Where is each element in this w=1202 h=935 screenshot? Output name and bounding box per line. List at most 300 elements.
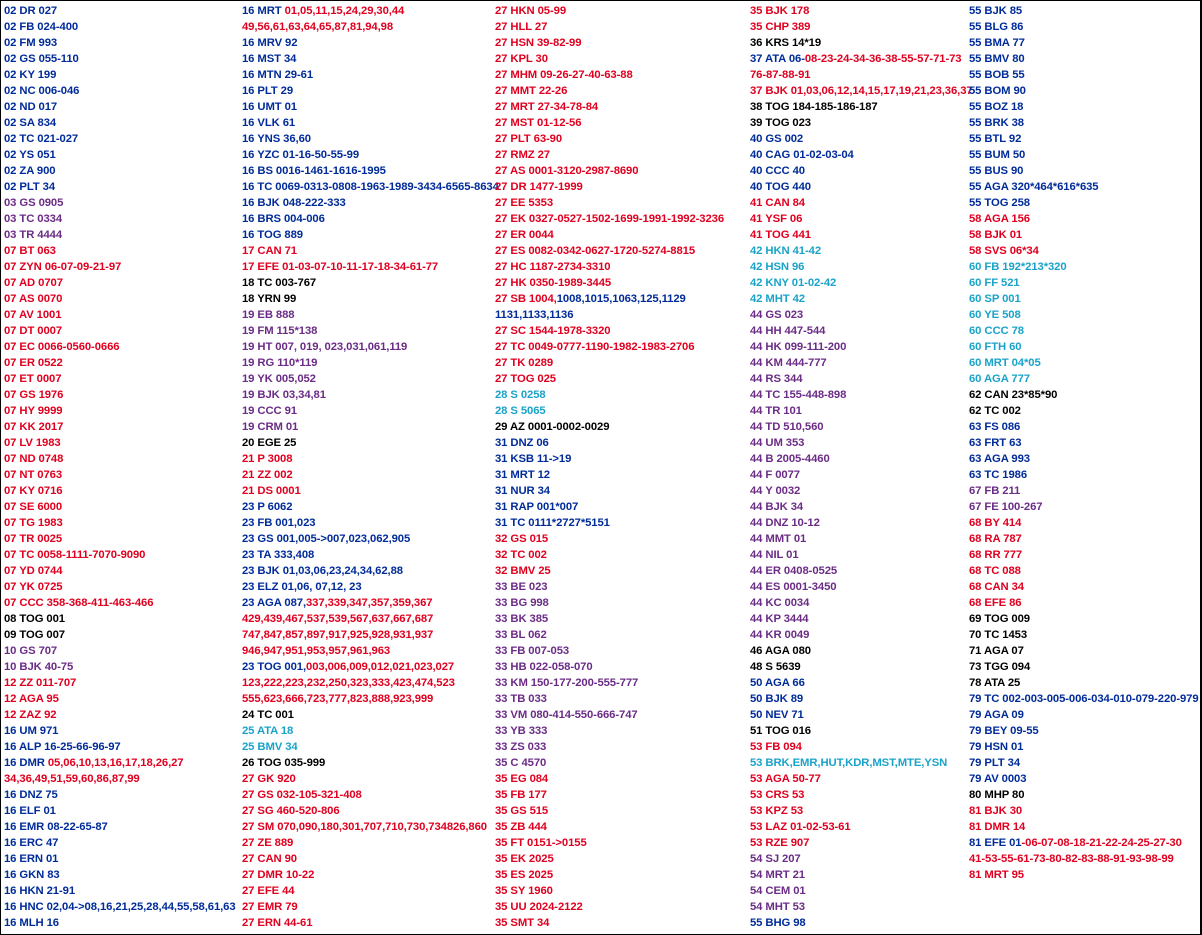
plate-entry bbox=[242, 67, 499, 83]
plate-entry bbox=[4, 515, 236, 531]
plate-entry-text: 44 KM 444-777 bbox=[750, 357, 827, 369]
plate-entry-text: 16 PLT 29 bbox=[242, 85, 294, 97]
plate-entry bbox=[969, 227, 1199, 243]
plate-entry bbox=[242, 531, 499, 547]
plate-entry bbox=[969, 259, 1199, 275]
plate-entry bbox=[495, 739, 724, 755]
plate-entry bbox=[750, 115, 973, 131]
plate-entry bbox=[750, 227, 973, 243]
plate-entry bbox=[969, 755, 1199, 771]
plate-entry bbox=[242, 835, 499, 851]
plate-entry bbox=[495, 131, 724, 147]
plate-entry bbox=[750, 99, 973, 115]
plate-entry-text: 35 CHP 389 bbox=[750, 21, 811, 33]
plate-entry bbox=[969, 659, 1199, 675]
plate-entry-text: 27 PLT 63-90 bbox=[495, 133, 563, 145]
plate-entry bbox=[750, 899, 973, 915]
plate-entry-text: 17 CAN 71 bbox=[242, 245, 297, 257]
plate-entry bbox=[242, 179, 499, 195]
plate-entry-text: 33 BK 385 bbox=[495, 613, 549, 625]
plate-entry-text: 34,36,49,51,59,60,86,87,99 bbox=[4, 773, 140, 785]
plate-entry-text: 54 MRT 21 bbox=[750, 869, 805, 881]
plate-entry-text: 27 MST 01-12-56 bbox=[495, 117, 582, 129]
plate-entry bbox=[750, 83, 973, 99]
plate-entry bbox=[4, 67, 236, 83]
plate-entry-text: 41-53-55-61-73-80-82-83-88-91-93-98-99 bbox=[969, 853, 1174, 865]
plate-entry-text: 37 BJK 01,03,06,12,14,15,17,19,21,23,36,37 bbox=[750, 85, 973, 97]
plate-entry bbox=[969, 243, 1199, 259]
plate-entry-text: 44 F 0077 bbox=[750, 469, 800, 481]
plate-entry-text: 29 AZ 0001-0002-0029 bbox=[495, 421, 610, 433]
plate-entry-text: 27 EMR 79 bbox=[242, 901, 298, 913]
plate-entry-text: 07 ND 0748 bbox=[4, 453, 64, 465]
plate-entry bbox=[969, 595, 1199, 611]
plate-entry bbox=[4, 131, 236, 147]
plate-entry bbox=[4, 563, 236, 579]
plate-entry bbox=[4, 579, 236, 595]
plate-entry bbox=[969, 419, 1199, 435]
plate-entry-text: 55 BOB 55 bbox=[969, 69, 1025, 81]
plate-entry bbox=[495, 563, 724, 579]
plate-entry bbox=[750, 851, 973, 867]
plate-entry-text: 27 GS 032-105-321-408 bbox=[242, 789, 362, 801]
plate-entry bbox=[969, 387, 1199, 403]
plate-entry-text: 33 KM 150-177-200-555-777 bbox=[495, 677, 639, 689]
plate-entry-text: 02 YS 051 bbox=[4, 149, 56, 161]
plate-entry-text: 33 BE 023 bbox=[495, 581, 548, 593]
plate-entry bbox=[4, 675, 236, 691]
plate-entry-text: 07 LV 1983 bbox=[4, 437, 61, 449]
plate-entry bbox=[495, 259, 724, 275]
plate-entry bbox=[969, 611, 1199, 627]
plate-entry-text: 35 ES 2025 bbox=[495, 869, 554, 881]
plate-entry-text: 27 ER 0044 bbox=[495, 229, 554, 241]
column-3 bbox=[495, 3, 724, 931]
plate-entry-text: 23 FB 001,023 bbox=[242, 517, 316, 529]
plate-entry-text: 25 BMV 34 bbox=[242, 741, 298, 753]
plate-entry-text: 21 P 3008 bbox=[242, 453, 293, 465]
plate-entry bbox=[242, 307, 499, 323]
plate-entry bbox=[495, 755, 724, 771]
plate-entry-text: 63 TC 1986 bbox=[969, 469, 1028, 481]
plate-entry-text: 79 AV 0003 bbox=[969, 773, 1027, 785]
plate-entry bbox=[969, 467, 1199, 483]
plate-entry-text: -06-07-08-18-21-22-24-25-27-30 bbox=[1021, 837, 1182, 849]
plate-entry-text: 07 BT 063 bbox=[4, 245, 56, 257]
plate-entry bbox=[495, 723, 724, 739]
plate-entry bbox=[750, 467, 973, 483]
plate-entry bbox=[495, 643, 724, 659]
plate-entry bbox=[969, 403, 1199, 419]
plate-entry bbox=[750, 243, 973, 259]
plate-entry bbox=[242, 371, 499, 387]
plate-entry-text: 26 TOG 035-999 bbox=[242, 757, 326, 769]
plate-entry-text: 07 AD 0707 bbox=[4, 277, 63, 289]
plate-entry-text: 53 BRK,EMR,HUT,KDR,MST,MTE,YSN bbox=[750, 757, 948, 769]
plate-entry bbox=[242, 339, 499, 355]
plate-entry-text: 35 ZB 444 bbox=[495, 821, 547, 833]
plate-entry bbox=[969, 371, 1199, 387]
plate-entry bbox=[969, 99, 1199, 115]
plate-entry bbox=[495, 51, 724, 67]
plate-entry-text: 07 KK 2017 bbox=[4, 421, 64, 433]
plate-entry-text: 02 ND 017 bbox=[4, 101, 58, 113]
plate-entry bbox=[750, 691, 973, 707]
plate-entry-text: 27 DMR 10-22 bbox=[242, 869, 315, 881]
plate-entry bbox=[969, 691, 1199, 707]
plate-entry-text: 33 TB 033 bbox=[495, 693, 547, 705]
plate-entry bbox=[242, 3, 499, 19]
plate-entry bbox=[242, 147, 499, 163]
plate-entry-text: 05,06,10,13,16,17,18,26,27 bbox=[47, 757, 184, 769]
plate-entry-text: 16 DNZ 75 bbox=[4, 789, 58, 801]
plate-entry bbox=[242, 451, 499, 467]
plate-entry-text: 62 CAN 23*85*90 bbox=[969, 389, 1058, 401]
plate-entry bbox=[495, 339, 724, 355]
plate-entry-text: 60 AGA 777 bbox=[969, 373, 1030, 385]
plate-entry-text: 48 S 5639 bbox=[750, 661, 801, 673]
plate-entry bbox=[4, 51, 236, 67]
plate-entry bbox=[242, 163, 499, 179]
plate-entry-text: 23 P 6062 bbox=[242, 501, 293, 513]
plate-entry bbox=[4, 99, 236, 115]
plate-entry bbox=[242, 515, 499, 531]
plate-entry-text: 44 MMT 01 bbox=[750, 533, 807, 545]
plate-entry-text: 02 SA 834 bbox=[4, 117, 57, 129]
plate-entry-text: 16 GKN 83 bbox=[4, 869, 60, 881]
plate-entry bbox=[969, 803, 1199, 819]
plate-entry bbox=[4, 243, 236, 259]
plate-entry-text: 16 DMR bbox=[4, 757, 48, 769]
plate-entry bbox=[495, 419, 724, 435]
plate-entry bbox=[4, 755, 236, 771]
plate-entry bbox=[750, 803, 973, 819]
plate-entry-text: 1008,1015,1063,125,1129 bbox=[556, 293, 686, 305]
plate-entry bbox=[969, 179, 1199, 195]
plate-entry-text: 27 EE 5353 bbox=[495, 197, 554, 209]
plate-entry bbox=[750, 835, 973, 851]
plate-entry bbox=[969, 739, 1199, 755]
plate-entry-text: 16 ALP 16-25-66-96-97 bbox=[4, 741, 121, 753]
plate-entry-text: 28 S 5065 bbox=[495, 405, 546, 417]
plate-entry bbox=[4, 883, 236, 899]
plate-entry-text: 55 BRK 38 bbox=[969, 117, 1024, 129]
plate-entry bbox=[495, 819, 724, 835]
plate-entry bbox=[750, 595, 973, 611]
plate-entry bbox=[4, 499, 236, 515]
plate-entry bbox=[242, 35, 499, 51]
plate-entry bbox=[4, 195, 236, 211]
plate-entry-text: 76-87-88-91 bbox=[750, 69, 811, 81]
plate-entry bbox=[242, 291, 499, 307]
plate-entry bbox=[969, 163, 1199, 179]
plate-entry bbox=[495, 435, 724, 451]
plate-entry bbox=[969, 563, 1199, 579]
plate-entry bbox=[242, 83, 499, 99]
plate-entry-text: 44 HK 099-111-200 bbox=[750, 341, 847, 353]
plate-entry bbox=[495, 67, 724, 83]
plate-entry-text: 35 SMT 34 bbox=[495, 917, 550, 929]
plate-entry-text: 12 ZAZ 92 bbox=[4, 709, 57, 721]
plate-entry bbox=[242, 499, 499, 515]
plate-entry bbox=[242, 547, 499, 563]
plate-entry-text: 07 HY 9999 bbox=[4, 405, 63, 417]
plate-entry-text: 44 TD 510,560 bbox=[750, 421, 824, 433]
plate-entry bbox=[4, 179, 236, 195]
plate-entry bbox=[242, 787, 499, 803]
plate-entry-text: 80 MHP 80 bbox=[969, 789, 1025, 801]
plate-entry-text: 747,847,857,897,917,925,928,931,937 bbox=[242, 629, 434, 641]
plate-entry bbox=[969, 819, 1199, 835]
plate-entry bbox=[242, 659, 499, 675]
plate-entry-text: 50 AGA 66 bbox=[750, 677, 805, 689]
plate-entry bbox=[4, 115, 236, 131]
plate-entry-text: 23 BJK 01,03,06,23,24,34,62,88 bbox=[242, 565, 403, 577]
plate-entry-text: 01,05,11,15,24,29,30,44 bbox=[284, 5, 405, 17]
plate-entry-text: 27 HKN 05-99 bbox=[495, 5, 567, 17]
plate-entry bbox=[4, 451, 236, 467]
plate-entry-text: 16 MRT bbox=[242, 5, 285, 17]
plate-entry bbox=[969, 547, 1199, 563]
plate-entry bbox=[495, 387, 724, 403]
plate-entry-text: 28 S 0258 bbox=[495, 389, 546, 401]
plate-entry bbox=[750, 771, 973, 787]
plate-entry bbox=[4, 835, 236, 851]
plate-entry-text: 19 RG 110*119 bbox=[242, 357, 318, 369]
plate-entry-text: 44 BJK 34 bbox=[750, 501, 804, 513]
plate-entry bbox=[242, 51, 499, 67]
plate-entry bbox=[750, 403, 973, 419]
plate-entry-text: 07 TC 0058-1111-7070-9090 bbox=[4, 549, 146, 561]
plate-entry bbox=[4, 611, 236, 627]
plate-entry-text: 60 YE 508 bbox=[969, 309, 1021, 321]
plate-entry bbox=[4, 707, 236, 723]
plate-entry bbox=[242, 643, 499, 659]
plate-entry-text: 63 AGA 993 bbox=[969, 453, 1030, 465]
plate-entry-text: 02 FB 024-400 bbox=[4, 21, 79, 33]
plate-entry-text: 41 YSF 06 bbox=[750, 213, 803, 225]
plate-entry-text: 16 YZC 01-16-50-55-99 bbox=[242, 149, 360, 161]
plate-entry-text: 44 KR 0049 bbox=[750, 629, 810, 641]
plate-entry bbox=[4, 83, 236, 99]
plate-entry bbox=[969, 307, 1199, 323]
plate-entry bbox=[242, 419, 499, 435]
plate-entry-text: 60 FB 192*213*320 bbox=[969, 261, 1067, 273]
plate-entry bbox=[969, 67, 1199, 83]
plate-entry-text: 123,222,223,232,250,323,333,423,474,523 bbox=[242, 677, 455, 689]
plate-entry bbox=[969, 131, 1199, 147]
plate-entry-text: 02 FM 993 bbox=[4, 37, 58, 49]
plate-entry-text: 33 YB 333 bbox=[495, 725, 548, 737]
plate-entry bbox=[750, 819, 973, 835]
plate-entry-text: 16 YNS 36,60 bbox=[242, 133, 311, 145]
plate-entry bbox=[495, 19, 724, 35]
plate-entry bbox=[242, 883, 499, 899]
plate-entry bbox=[750, 883, 973, 899]
plate-entry bbox=[969, 147, 1199, 163]
plate-entry-text: 02 TC 021-027 bbox=[4, 133, 79, 145]
plate-entry-text: 55 BLG 86 bbox=[969, 21, 1024, 33]
plate-entry-text: 16 EMR 08-22-65-87 bbox=[4, 821, 108, 833]
plate-entry-text: 16 MRV 92 bbox=[242, 37, 298, 49]
plate-entry-text: 23 TOG 001, bbox=[242, 661, 307, 673]
plate-entry-text: 40 CCC 40 bbox=[750, 165, 805, 177]
plate-entry bbox=[242, 707, 499, 723]
plate-entry-text: 16 ERN 01 bbox=[4, 853, 59, 865]
plate-entry-text: 42 KNY 01-02-42 bbox=[750, 277, 837, 289]
plate-entry-text: 42 HSN 96 bbox=[750, 261, 805, 273]
plate-entry-text: 68 EFE 86 bbox=[969, 597, 1022, 609]
plate-entry bbox=[4, 3, 236, 19]
plate-entry-text: 60 MRT 04*05 bbox=[969, 357, 1041, 369]
plate-entry bbox=[495, 867, 724, 883]
plate-entry bbox=[969, 675, 1199, 691]
plate-entry-text: 02 NC 006-046 bbox=[4, 85, 80, 97]
column-5 bbox=[969, 3, 1199, 883]
plate-entry bbox=[4, 291, 236, 307]
plate-entry-text: 68 BY 414 bbox=[969, 517, 1022, 529]
plate-entry-text: 19 BJK 03,34,81 bbox=[242, 389, 326, 401]
plate-entry-text: 21 DS 0001 bbox=[242, 485, 301, 497]
plate-entry bbox=[4, 915, 236, 931]
plate-entry-text: 33 VM 080-414-550-666-747 bbox=[495, 709, 638, 721]
plate-entry bbox=[242, 275, 499, 291]
plate-entry-text: 07 AV 1001 bbox=[4, 309, 62, 321]
plate-entry bbox=[969, 211, 1199, 227]
plate-entry bbox=[750, 867, 973, 883]
plate-entry bbox=[969, 83, 1199, 99]
plate-entry-text: 35 FB 177 bbox=[495, 789, 547, 801]
plate-entry-text: 44 ER 0408-0525 bbox=[750, 565, 838, 577]
plate-entry-text: 16 TC 0069-0313-0808-1963-1989-3434-6565-8634 bbox=[242, 181, 499, 193]
plate-entry bbox=[750, 675, 973, 691]
plate-entry-text: 55 AGA 320*464*616*635 bbox=[969, 181, 1099, 193]
plate-entry-text: 33 BG 998 bbox=[495, 597, 549, 609]
plate-entry-text: 16 MST 34 bbox=[242, 53, 297, 65]
plate-entry bbox=[750, 371, 973, 387]
plate-entry bbox=[750, 435, 973, 451]
plate-entry bbox=[495, 243, 724, 259]
plate-entry bbox=[969, 851, 1199, 867]
plate-entry bbox=[4, 547, 236, 563]
plate-entry-text: 58 SVS 06*34 bbox=[969, 245, 1039, 257]
plate-entry bbox=[242, 899, 499, 915]
plate-entry bbox=[969, 835, 1199, 851]
plate-entry-text: 12 AGA 95 bbox=[4, 693, 59, 705]
plate-entry-text: 19 FM 115*138 bbox=[242, 325, 318, 337]
plate-entry-text: 41 TOG 441 bbox=[750, 229, 811, 241]
plate-entry bbox=[495, 851, 724, 867]
plate-entry-text: 27 SM 070,090,180,301,707,710,730,734826,860 bbox=[242, 821, 487, 833]
plate-entry bbox=[4, 259, 236, 275]
plate-entry bbox=[4, 387, 236, 403]
plate-entry bbox=[242, 19, 499, 35]
plate-entry-text: 49,56,61,63,64,65,87,81,94,98 bbox=[242, 21, 394, 33]
plate-entry-text: 55 BUM 50 bbox=[969, 149, 1026, 161]
plate-entry bbox=[750, 547, 973, 563]
plate-entry bbox=[495, 787, 724, 803]
plate-entry-text: 44 UM 353 bbox=[750, 437, 805, 449]
plate-entry-text: 16 HKN 21-91 bbox=[4, 885, 76, 897]
plate-entry-text: 60 SP 001 bbox=[969, 293, 1021, 305]
plate-entry bbox=[242, 323, 499, 339]
plate-entry-text: 33 ZS 033 bbox=[495, 741, 547, 753]
plate-entry-text: 07 AS 0070 bbox=[4, 293, 63, 305]
plate-entry-text: 27 HLL 27 bbox=[495, 21, 548, 33]
plate-entry bbox=[969, 867, 1199, 883]
plate-entry-text: 68 RA 787 bbox=[969, 533, 1022, 545]
plate-entry-text: 31 RAP 001*007 bbox=[495, 501, 579, 513]
plate-entry bbox=[969, 435, 1199, 451]
plate-entry-text: 02 KY 199 bbox=[4, 69, 57, 81]
plate-entry-text: 31 DNZ 06 bbox=[495, 437, 549, 449]
plate-entry-text: 60 CCC 78 bbox=[969, 325, 1024, 337]
plate-entry bbox=[495, 451, 724, 467]
plate-entry bbox=[969, 531, 1199, 547]
plate-entry-text: 54 SJ 207 bbox=[750, 853, 801, 865]
plate-entry bbox=[4, 867, 236, 883]
plate-entry bbox=[495, 547, 724, 563]
plate-entry-text: 946,947,951,953,957,961,963 bbox=[242, 645, 391, 657]
plate-entry-text: 81 MRT 95 bbox=[969, 869, 1024, 881]
plate-entry-text: 53 LAZ 01-02-53-61 bbox=[750, 821, 851, 833]
plate-entry bbox=[242, 355, 499, 371]
plate-entry-text: 10 GS 707 bbox=[4, 645, 58, 657]
plate-entry-text: 78 ATA 25 bbox=[969, 677, 1021, 689]
plate-entry-text: 35 UU 2024-2122 bbox=[495, 901, 583, 913]
plate-entry-text: 51 TOG 016 bbox=[750, 725, 811, 737]
plate-entry bbox=[750, 179, 973, 195]
plate-entry-text: 60 FTH 60 bbox=[969, 341, 1022, 353]
plate-entry bbox=[750, 51, 973, 67]
plate-entry bbox=[4, 19, 236, 35]
plate-entry bbox=[495, 3, 724, 19]
plate-entry bbox=[4, 227, 236, 243]
plate-entry-text: 27 TK 0289 bbox=[495, 357, 554, 369]
plate-entry-text: 27 MRT 27-34-78-84 bbox=[495, 101, 599, 113]
plate-entry bbox=[242, 131, 499, 147]
plate-entry-text: 55 TOG 258 bbox=[969, 197, 1030, 209]
plate-entry bbox=[4, 787, 236, 803]
plate-entry-text: 35 FT 0151->0155 bbox=[495, 837, 587, 849]
plate-entry bbox=[750, 195, 973, 211]
plate-entry-text: 68 CAN 34 bbox=[969, 581, 1024, 593]
plate-entry bbox=[242, 723, 499, 739]
plate-entry bbox=[495, 771, 724, 787]
plate-entry-text: 38 TOG 184-185-186-187 bbox=[750, 101, 878, 113]
plate-entry bbox=[750, 67, 973, 83]
plate-entry-text: 53 CRS 53 bbox=[750, 789, 805, 801]
plate-entry-text: 27 TOG 025 bbox=[495, 373, 556, 385]
plate-entry-text: 07 GS 1976 bbox=[4, 389, 64, 401]
plate-entry bbox=[495, 467, 724, 483]
plate-entry bbox=[495, 883, 724, 899]
plate-entry bbox=[750, 323, 973, 339]
plate-entry-text: 07 TG 1983 bbox=[4, 517, 63, 529]
plate-entry-text: 35 BJK 178 bbox=[750, 5, 810, 17]
plate-entry-text: 63 FS 086 bbox=[969, 421, 1021, 433]
plate-entry-text: 71 AGA 07 bbox=[969, 645, 1024, 657]
plate-entry-text: 44 KP 3444 bbox=[750, 613, 809, 625]
plate-entry bbox=[242, 467, 499, 483]
plate-entry bbox=[969, 627, 1199, 643]
plate-entry bbox=[969, 771, 1199, 787]
plate-entry bbox=[4, 275, 236, 291]
plate-entry-text: 27 RMZ 27 bbox=[495, 149, 550, 161]
column-4 bbox=[750, 3, 973, 931]
plate-entry bbox=[969, 723, 1199, 739]
plate-entry bbox=[750, 643, 973, 659]
